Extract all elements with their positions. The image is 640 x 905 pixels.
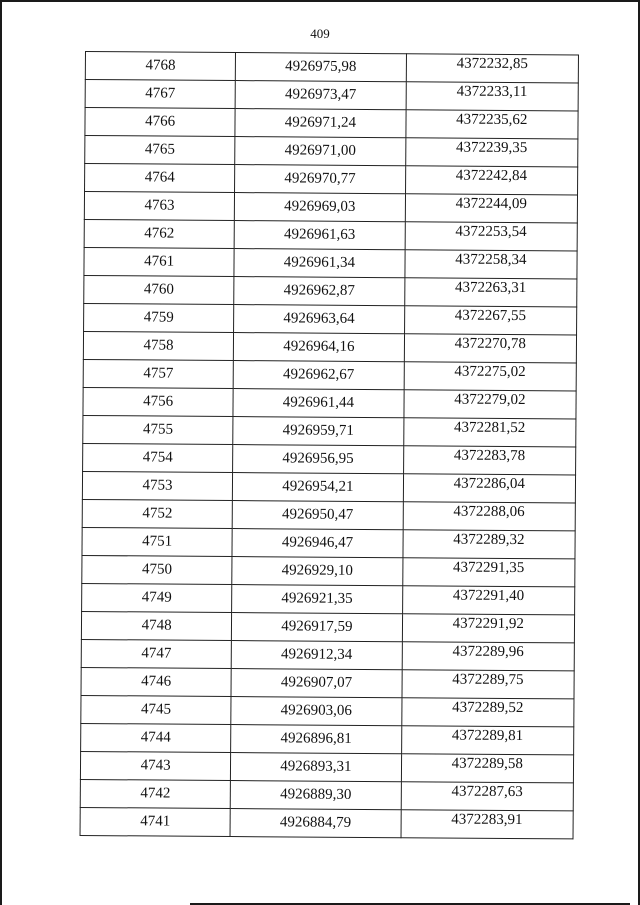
page-frame-top bbox=[0, 0, 640, 2]
point-id-cell: 4745 bbox=[140, 701, 172, 718]
table-row bbox=[81, 695, 574, 726]
table-row bbox=[84, 219, 577, 250]
point-id-cell: 4748 bbox=[141, 617, 172, 634]
x-coordinate-cell: 4926917,59 bbox=[281, 618, 353, 635]
y-coordinate-cell: 4372286,04 bbox=[453, 475, 525, 493]
y-coordinate-cell: 4372253,54 bbox=[455, 223, 527, 241]
x-coordinate-cell: 4926884,79 bbox=[279, 814, 352, 831]
table-row bbox=[80, 779, 573, 810]
table-row bbox=[81, 611, 574, 642]
table-row bbox=[84, 275, 577, 306]
y-coordinate-cell: 4372291,92 bbox=[452, 615, 524, 633]
table-row bbox=[83, 359, 576, 390]
table-row bbox=[82, 471, 575, 502]
x-coordinate-cell: 4926964,16 bbox=[283, 338, 355, 355]
x-coordinate-cell: 4926962,67 bbox=[282, 366, 355, 383]
y-coordinate-cell: 4372291,40 bbox=[452, 587, 525, 605]
point-id-cell: 4766 bbox=[145, 113, 176, 130]
y-coordinate-cell: 4372232,85 bbox=[456, 55, 528, 73]
x-coordinate-cell: 4926973,47 bbox=[284, 86, 357, 103]
y-coordinate-cell: 4372281,52 bbox=[453, 419, 526, 437]
point-id-cell: 4768 bbox=[145, 57, 176, 74]
page-frame-left bbox=[0, 0, 2, 905]
point-id-cell: 4750 bbox=[141, 561, 173, 578]
table-row bbox=[81, 639, 574, 670]
y-coordinate-cell: 4372291,35 bbox=[453, 559, 525, 577]
point-id-cell: 4754 bbox=[142, 449, 173, 466]
x-coordinate-cell: 4926956,95 bbox=[282, 450, 354, 467]
table-row bbox=[84, 247, 577, 278]
table-row bbox=[85, 80, 578, 111]
y-coordinate-cell: 4372267,55 bbox=[454, 307, 527, 325]
table-row bbox=[82, 583, 575, 614]
y-coordinate-cell: 4372258,34 bbox=[455, 251, 527, 269]
x-coordinate-cell: 4926954,21 bbox=[282, 478, 354, 495]
y-coordinate-cell: 4372233,11 bbox=[456, 83, 528, 101]
y-coordinate-cell: 4372244,09 bbox=[455, 195, 527, 213]
table-row bbox=[83, 415, 576, 446]
point-id-cell: 4755 bbox=[142, 421, 174, 438]
y-coordinate-cell: 4372242,84 bbox=[455, 167, 528, 185]
point-id-cell: 4742 bbox=[140, 785, 171, 802]
x-coordinate-cell: 4926969,03 bbox=[284, 198, 356, 215]
x-coordinate-cell: 4926963,64 bbox=[283, 310, 355, 327]
coordinates-table-body bbox=[80, 52, 578, 839]
x-coordinate-cell: 4926971,00 bbox=[284, 142, 356, 159]
point-id-cell: 4747 bbox=[141, 645, 172, 662]
table-row bbox=[81, 667, 574, 698]
point-id-cell: 4757 bbox=[143, 365, 174, 382]
y-coordinate-cell: 4372288,06 bbox=[453, 503, 525, 521]
table-row bbox=[85, 108, 578, 139]
point-id-cell: 4741 bbox=[140, 813, 171, 830]
y-coordinate-cell: 4372239,35 bbox=[455, 139, 528, 157]
y-coordinate-cell: 4372287,63 bbox=[451, 783, 523, 801]
point-id-cell: 4764 bbox=[144, 169, 175, 186]
coordinates-table bbox=[80, 51, 579, 839]
point-id-cell: 4767 bbox=[145, 85, 176, 102]
y-coordinate-cell: 4372235,62 bbox=[456, 111, 528, 129]
table-row bbox=[85, 52, 578, 83]
y-coordinate-cell: 4372289,32 bbox=[453, 531, 525, 549]
table-row bbox=[84, 192, 577, 223]
x-coordinate-cell: 4926961,63 bbox=[283, 226, 356, 243]
point-id-cell: 4749 bbox=[141, 589, 172, 606]
point-id-cell: 4761 bbox=[144, 253, 175, 270]
point-id-cell: 4743 bbox=[140, 757, 171, 774]
y-coordinate-cell: 4372263,31 bbox=[454, 279, 527, 297]
table-row bbox=[85, 164, 578, 195]
x-coordinate-cell: 4926962,87 bbox=[283, 282, 355, 299]
table-row bbox=[83, 331, 576, 362]
point-id-cell: 4762 bbox=[144, 225, 175, 242]
x-coordinate-cell: 4926893,31 bbox=[280, 758, 352, 775]
x-coordinate-cell: 4926959,71 bbox=[282, 422, 354, 439]
table-row bbox=[82, 555, 575, 586]
x-coordinate-cell: 4926903,06 bbox=[280, 702, 352, 719]
x-coordinate-cell: 4926961,44 bbox=[282, 394, 355, 411]
x-coordinate-cell: 4926975,98 bbox=[285, 58, 357, 75]
x-coordinate-cell: 4926950,47 bbox=[281, 506, 354, 523]
y-coordinate-cell: 4372289,75 bbox=[452, 671, 524, 689]
point-id-cell: 4758 bbox=[143, 337, 174, 354]
x-coordinate-cell: 4926946,47 bbox=[281, 534, 354, 551]
point-id-cell: 4760 bbox=[143, 281, 175, 298]
point-id-cell: 4744 bbox=[140, 729, 171, 746]
x-coordinate-cell: 4926921,35 bbox=[281, 590, 353, 607]
y-coordinate-cell: 4372289,58 bbox=[451, 755, 524, 773]
x-coordinate-cell: 4926912,34 bbox=[281, 646, 353, 663]
page-number: 409 bbox=[310, 26, 330, 41]
point-id-cell: 4751 bbox=[142, 533, 173, 550]
table-row bbox=[82, 527, 575, 558]
point-id-cell: 4765 bbox=[144, 141, 175, 158]
y-coordinate-cell: 4372283,91 bbox=[451, 811, 523, 829]
y-coordinate-cell: 4372279,02 bbox=[454, 391, 526, 409]
table-row bbox=[80, 807, 573, 838]
x-coordinate-cell: 4926970,77 bbox=[284, 170, 356, 187]
table-row bbox=[84, 303, 577, 334]
point-id-cell: 4753 bbox=[142, 477, 173, 494]
x-coordinate-cell: 4926961,34 bbox=[283, 254, 356, 271]
table-row bbox=[81, 723, 574, 754]
y-coordinate-cell: 4372270,78 bbox=[454, 335, 526, 353]
table-row bbox=[85, 136, 578, 167]
y-coordinate-cell: 4372289,52 bbox=[452, 699, 524, 717]
point-id-cell: 4746 bbox=[141, 673, 172, 690]
point-id-cell: 4756 bbox=[143, 393, 174, 410]
x-coordinate-cell: 4926929,10 bbox=[281, 562, 353, 579]
table-row bbox=[82, 499, 575, 530]
table-row bbox=[80, 751, 573, 782]
point-id-cell: 4759 bbox=[143, 309, 174, 326]
x-coordinate-cell: 4926907,07 bbox=[280, 674, 353, 691]
y-coordinate-cell: 4372289,96 bbox=[452, 643, 524, 661]
table-row bbox=[83, 443, 576, 474]
point-id-cell: 4752 bbox=[142, 505, 173, 522]
x-coordinate-cell: 4926889,30 bbox=[280, 786, 352, 803]
table-row bbox=[83, 387, 576, 418]
y-coordinate-cell: 4372275,02 bbox=[454, 363, 526, 381]
x-coordinate-cell: 4926896,81 bbox=[280, 730, 352, 747]
point-id-cell: 4763 bbox=[144, 197, 175, 214]
y-coordinate-cell: 4372289,81 bbox=[451, 727, 524, 745]
x-coordinate-cell: 4926971,24 bbox=[284, 114, 357, 131]
y-coordinate-cell: 4372283,78 bbox=[453, 447, 526, 465]
